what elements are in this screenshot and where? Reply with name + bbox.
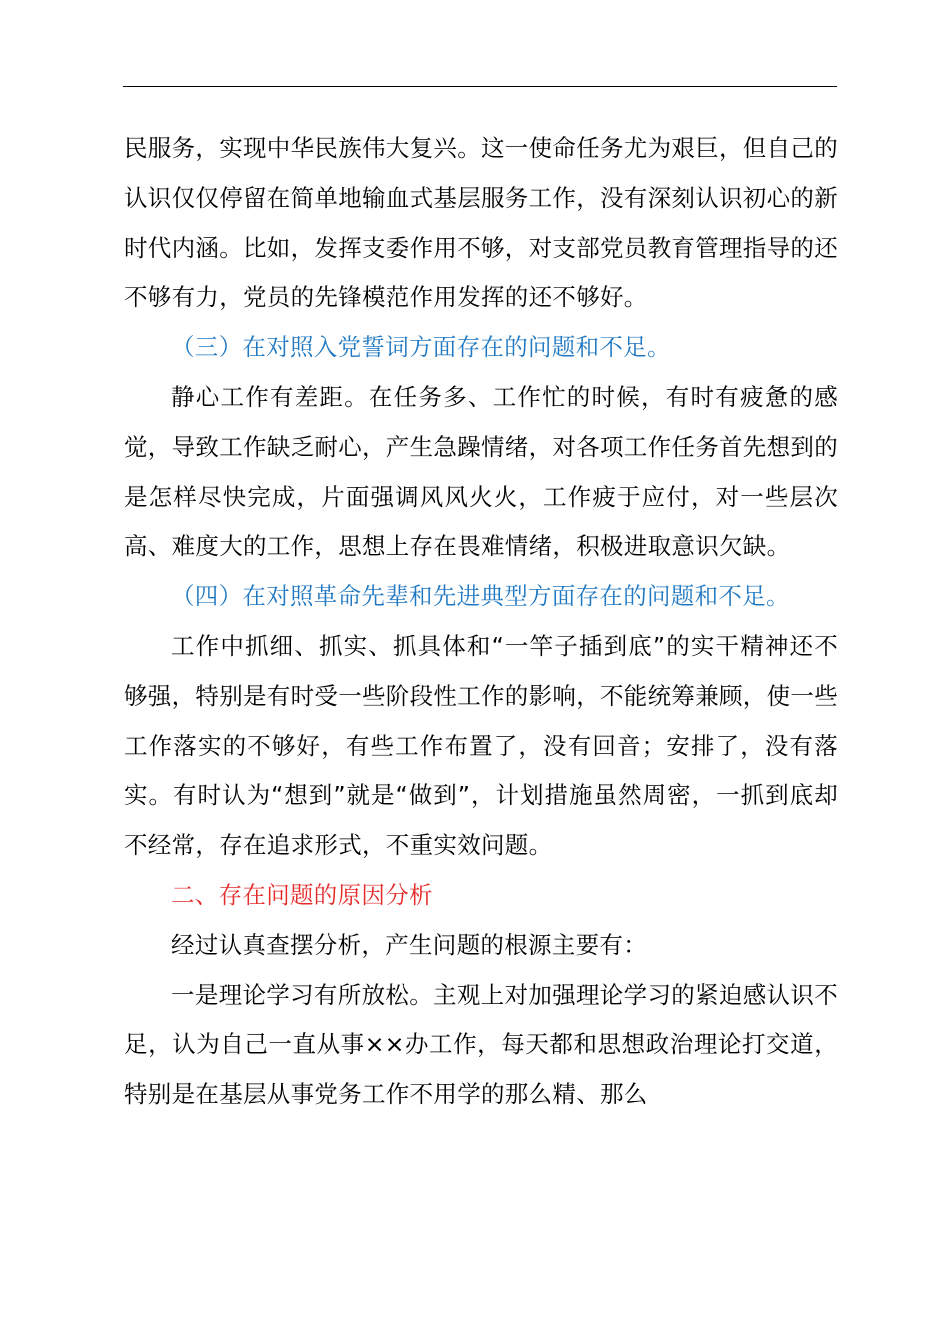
paragraph-continuation: 民服务，实现中华民族伟大复兴。这一使命任务尤为艰巨，但自己的认识仅仅停留在简单地输血式基层服务工作，没有深刻认识初心的新时代内涵。比如，发挥支委作用不够，对支部党员教育管理指导的还不够有力，党员的先锋模范作用发挥的还不够好。	[124, 134, 838, 312]
paragraph-intro: 经过认真查摆分析，产生问题的根源主要有：	[171, 930, 647, 959]
paragraph-section-3: 静心工作有差距。在任务多、工作忙的时候，有时有疲惫的感觉，导致工作缺乏耐心，产生急躁情绪，对各项工作任务首先想到的是怎样尽快完成，片面强调风风火火，工作疲于应付，对一些层次高、难度大的工作，思想上存在畏难情绪，积极进取意识欠缺。	[124, 382, 838, 561]
section-heading-3: （三）在对照入党誓词方面存在的问题和不足。	[171, 333, 671, 362]
section-heading-4: （四）在对照革命先辈和先进典型方面存在的问题和不足。	[171, 582, 790, 611]
chapter-heading-2: 二、存在问题的原因分析	[171, 880, 433, 909]
paragraph-section-4: 工作中抓细、抓实、抓具体和“一竿子插到底”的实干精神还不够强，特别是有时受一些阶段性工作的影响，不能统筹兼顾，使一些工作落实的不够好，有些工作布置了，没有回音；安排了，没有落实。有时认为“想到”就是“做到”，计划措施虽然周密，一抓到底却不经常，存在追求形式，不重实效问题。	[124, 631, 838, 860]
paragraph-reason-1: 一是理论学习有所放松。主观上对加强理论学习的紧迫感认识不足，认为自己一直从事××办工作，每天都和思想政治理论打交道，特别是在基层从事党务工作不用学的那么精、那么	[124, 980, 838, 1109]
document-body	[124, 124, 838, 1120]
header-rule	[123, 86, 837, 87]
